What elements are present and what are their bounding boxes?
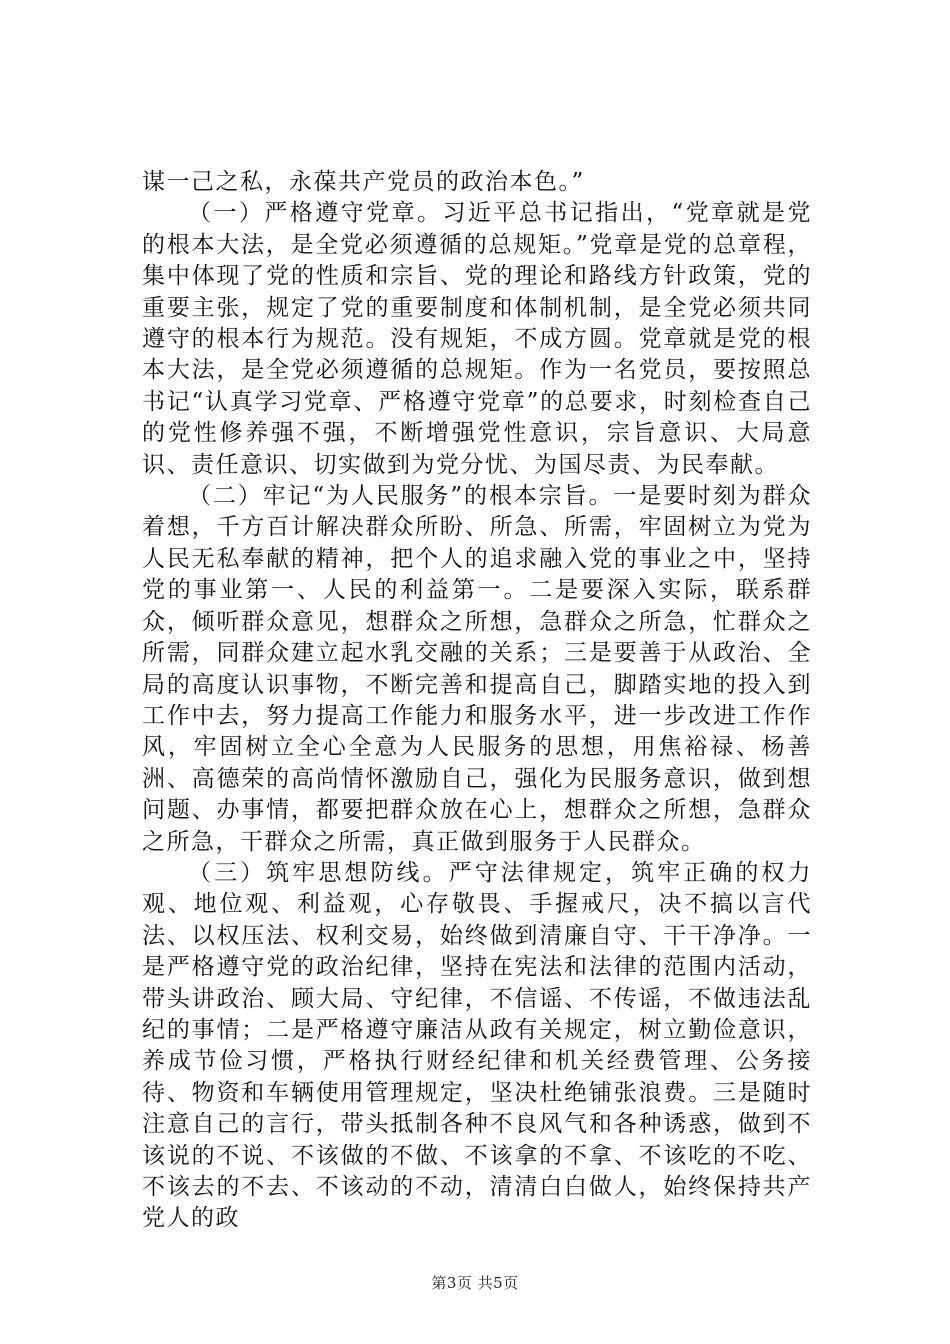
document-body [142, 167, 812, 1235]
page-footer: 第3页 共5页 [431, 1274, 519, 1292]
paragraph-party-constitution: （一）严格遵守党章。习近平总书记指出，“党章就是党的根本大法，是全党必须遵循的总规矩。”党章是党的总章程，集中体现了党的性质和宗旨、党的理论和路线方针政策，党的重要主张，规定了党的重要制度和体制机制，是全党必须共同遵守的根本行为规范。没有规矩，不成方圆。党章就是党的根本大法，是全党必须遵循的总规矩。作为一名党员，要按照总书记“认真学习党章、严格遵守党章”的总要求，时刻检查自己的党性修养强不强，不断增强党性意识，宗旨意识、大局意识、责任意识、切实做到为党分忧、为国尽责、为民奉献。 [142, 200, 812, 478]
paragraph-continuation: 谋一己之私，永葆共产党员的政治本色。” [142, 169, 585, 195]
paragraph-serve-people: （二）牢记“为人民服务”的根本宗旨。一是要时刻为群众着想，千方百计解决群众所盼、所急、所需，牢固树立为党为人民无私奉献的精神，把个人的追求融入党的事业之中，坚持党的事业第一、人民的利益第一。二是要深入实际，联系群众，倾听群众意见，想群众之所想，急群众之所急，忙群众之所需，同群众建立起水乳交融的关系；三是要善于从政治、全局的高度认识事物，不断完善和提高自己，脚踏实地的投入到工作中去，努力提高工作能力和服务水平，进一步改进工作作风，牢固树立全心全意为人民服务的思想，用焦裕禄、杨善洲、高德荣的高尚情怀激励自己，强化为民服务意识，做到想问题、办事情，都要把群众放在心上，想群众之所想，急群众之所急，干群众之所需，真正做到服务于人民群众。 [142, 483, 812, 855]
paragraph-ideological-defense: （三）筑牢思想防线。严守法律规定，筑牢正确的权力观、地位观、利益观，心存敬畏、手握戒尺，决不搞以言代法、以权压法、权利交易，始终做到清廉自守、干干净净。一是严格遵守党的政治纪律，坚持在宪法和法律的范围内活动，带头讲政治、顾大局、守纪律，不信谣、不传谣，不做违法乱纪的事情；二是严格遵守廉洁从政有关规定，树立勤俭意识，养成节俭习惯，严格执行财经纪律和机关经费管理、公务接待、物资和车辆使用管理规定，坚决杜绝铺张浪费。三是随时注意自己的言行，带头抵制各种不良风气和各种诱惑，做到不该说的不说、不该做的不做、不该拿的不拿、不该吃的不吃、不该去的不去、不该动的不动，清清白白做人，始终保持共产党人的政 [142, 859, 812, 1232]
